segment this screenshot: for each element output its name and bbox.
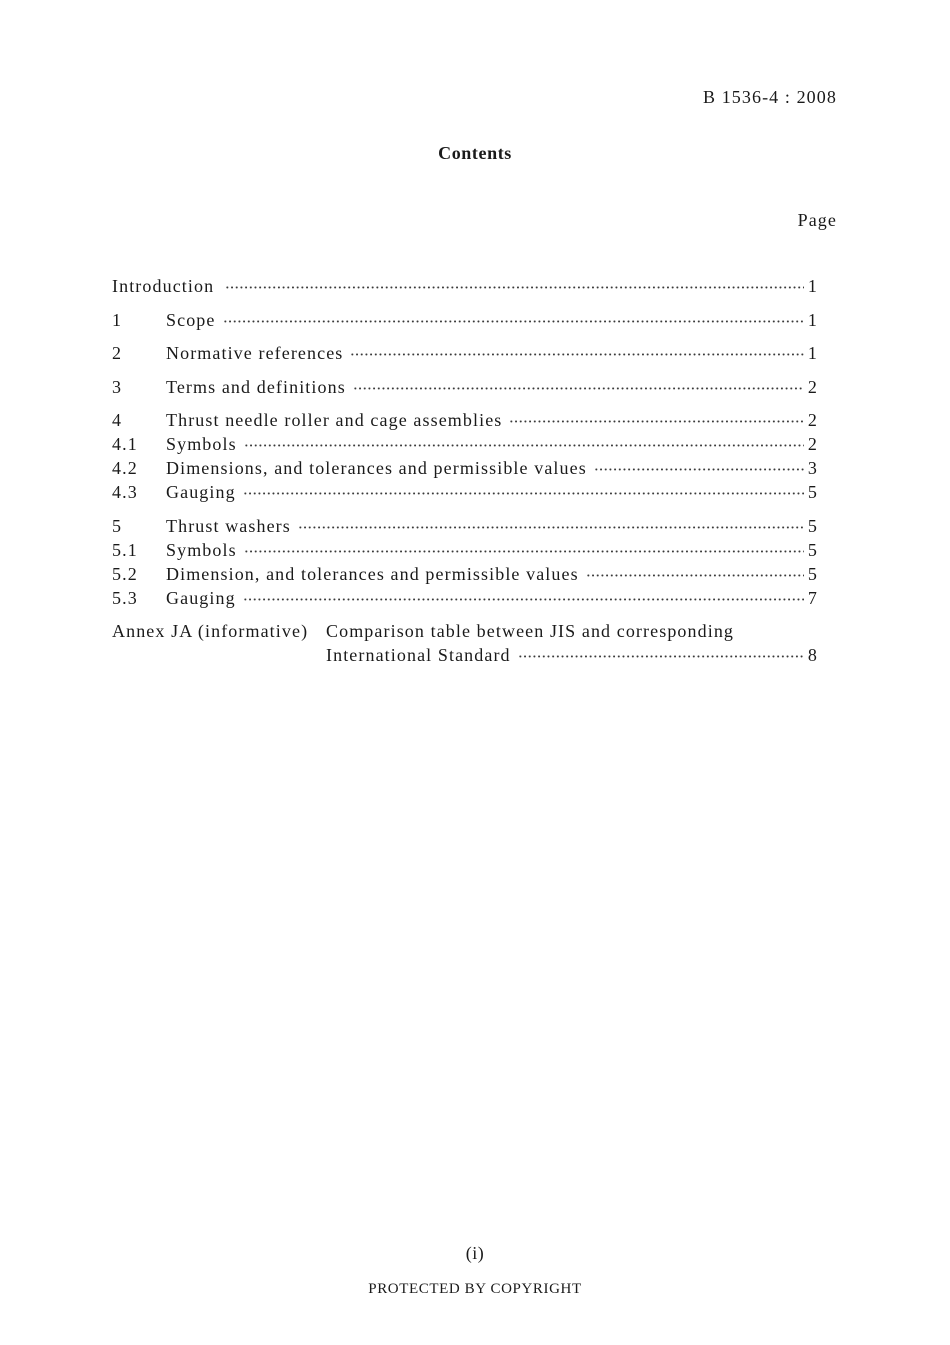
dot-leader [518, 643, 804, 667]
toc-entry-introduction [112, 274, 818, 298]
contents-heading: Contents [438, 143, 512, 163]
section-number: 5.2 [112, 563, 138, 584]
section-title: Normative references [166, 343, 344, 363]
toc-entry-thrust-needle-roller-and-cage-assemblies [112, 408, 818, 432]
document-number: B 1536-4 : 2008 [702, 87, 837, 107]
table-of-contents [112, 274, 818, 667]
annex-title-line-2-row [326, 643, 818, 667]
toc-entry-thrust-washers [112, 514, 818, 538]
section-number: 2 [112, 343, 123, 363]
dot-leader [243, 480, 804, 504]
toc-entry-annex-ja [112, 619, 818, 667]
page-number: 5 [807, 482, 818, 502]
toc-entry-scope [112, 308, 818, 332]
page-number: 1 [807, 343, 818, 363]
toc-entry-5-3-gauging [112, 586, 818, 610]
page-number: 2 [807, 410, 818, 430]
toc-entry-5-1-symbols [112, 538, 818, 562]
section-number: 3 [112, 376, 123, 397]
toc-entry-4-3-gauging [112, 480, 818, 504]
section-title: Introduction [112, 276, 215, 296]
page-number: 1 [807, 309, 818, 330]
dot-leader [509, 408, 804, 432]
toc-entry-5-2-dimension [112, 562, 818, 586]
section-number: 5.3 [112, 587, 138, 608]
dot-leader [244, 538, 804, 562]
section-number: 5 [112, 515, 123, 536]
section-title: Symbols [166, 539, 237, 560]
page-number: 3 [807, 458, 818, 478]
section-number: 4.2 [112, 458, 138, 478]
dot-leader [350, 341, 803, 365]
section-number: 4 [112, 410, 123, 430]
dot-leader [243, 586, 804, 610]
section-title: Dimensions, and tolerances and permissible values [166, 458, 587, 478]
page-number: 8 [807, 645, 818, 665]
dot-leader [223, 308, 804, 332]
copyright-notice: PROTECTED BY COPYRIGHT [368, 1281, 582, 1297]
section-title: Thrust washers [166, 515, 291, 536]
toc-entry-normative-references [112, 341, 818, 365]
dot-leader [594, 456, 804, 480]
section-number: 1 [112, 309, 123, 330]
page-number: 5 [807, 539, 818, 560]
page-number: 5 [807, 563, 818, 584]
section-number: 5.1 [112, 539, 138, 560]
page-number: 5 [807, 515, 818, 536]
section-title: Gauging [166, 587, 236, 608]
dot-leader [353, 375, 804, 399]
dot-leader [225, 274, 804, 298]
section-title: Scope [166, 309, 216, 330]
annex-title-line-2: International Standard [326, 645, 511, 665]
page-number: 7 [807, 587, 818, 608]
dot-leader [586, 562, 804, 586]
toc-entry-4-2-dimensions [112, 456, 818, 480]
page-column-label: Page [797, 210, 837, 230]
annex-label: Annex JA (informative) [112, 621, 309, 641]
toc-entry-4-1-symbols [112, 432, 818, 456]
page-number: 2 [807, 376, 818, 397]
section-title: Thrust needle roller and cage assemblies [166, 410, 503, 430]
section-number: 4.1 [112, 434, 138, 454]
section-number: 4.3 [112, 482, 138, 502]
page-number: 2 [807, 434, 818, 454]
dot-leader [298, 514, 804, 538]
dot-leader [244, 432, 804, 456]
annex-title-line-1: Comparison table between JIS and corresponding [326, 621, 735, 641]
annex-title-block [326, 619, 818, 667]
section-title: Symbols [166, 434, 237, 454]
section-title: Gauging [166, 482, 236, 502]
section-title: Terms and definitions [166, 376, 346, 397]
footer-page-number: (i) [465, 1243, 485, 1263]
section-title: Dimension, and tolerances and permissible values [166, 563, 579, 584]
page-number: 1 [807, 276, 818, 296]
toc-entry-terms-and-definitions [112, 375, 818, 399]
